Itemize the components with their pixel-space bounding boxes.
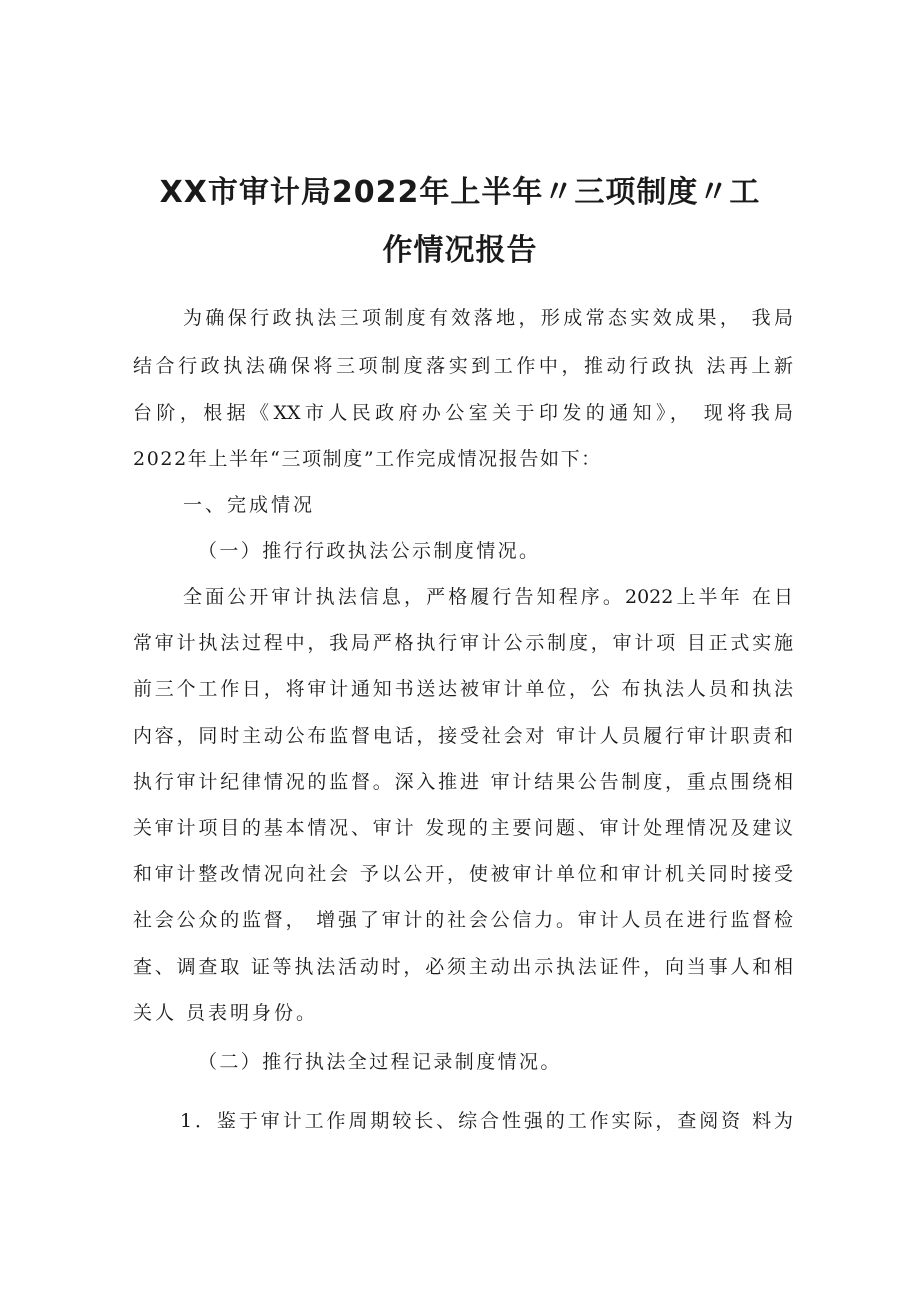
document-title-line-2: 作情况报告 xyxy=(382,233,538,268)
subsection-heading: （二）推行执法全过程记录制度情况。 xyxy=(198,1051,562,1073)
intro-line: 台阶，根据《XX市人民政府办公室关于印发的通知》， 现将我局 xyxy=(133,402,793,424)
body-line: 常审计执法过程中，我局严格执行审计公示制度，审计项 目正式实施 xyxy=(133,632,793,654)
body-line: 执行审计纪律情况的监督。深入推进 审计结果公告制度，重点围绕相 xyxy=(133,771,793,793)
body-line: 内容，同时主动公布监督电话，接受社会对 审计人员履行审计职责和 xyxy=(133,725,793,747)
document-title-line-1: XX市审计局2022年上半年〃三项制度〃工 xyxy=(159,175,761,210)
body-line: 关审计项目的基本情况、审计 发现的主要问题、审计处理情况及建议 xyxy=(133,817,793,839)
body-line: 全面公开审计执法信息，严格履行告知程序。2022上半年 在日 xyxy=(183,586,793,608)
body-line: 前三个工作日，将审计通知书送达被审计单位，公 布执法人员和执法 xyxy=(133,678,793,700)
body-line: 查、调查取 证等执法活动时，必须主动出示执法证件，向当事人和相 xyxy=(133,956,793,978)
section-heading: 一、完成情况 xyxy=(183,494,316,516)
body-line: 关人 员表明身份。 xyxy=(133,1002,319,1024)
intro-line: 2022年上半年“三项制度”工作完成情况报告如下： xyxy=(133,448,602,470)
numbered-item: 1．鉴于审计工作周期较长、综合性强的工作实际，查阅资 料为 xyxy=(180,1110,793,1132)
intro-line: 结合行政执法确保将三项制度落实到工作中，推动行政执 法再上新 xyxy=(133,355,793,377)
body-line: 和审计整改情况向社会 予以公开，使被审计单位和审计机关同时接受 xyxy=(133,863,793,885)
body-line: 社会公众的监督， 增强了审计的社会公信力。审计人员在进行监督检 xyxy=(133,909,793,931)
intro-line: 为确保行政执法三项制度有效落地，形成常态实效成果， 我局 xyxy=(183,307,793,329)
subsection-heading: （一）推行行政执法公示制度情况。 xyxy=(198,540,541,562)
